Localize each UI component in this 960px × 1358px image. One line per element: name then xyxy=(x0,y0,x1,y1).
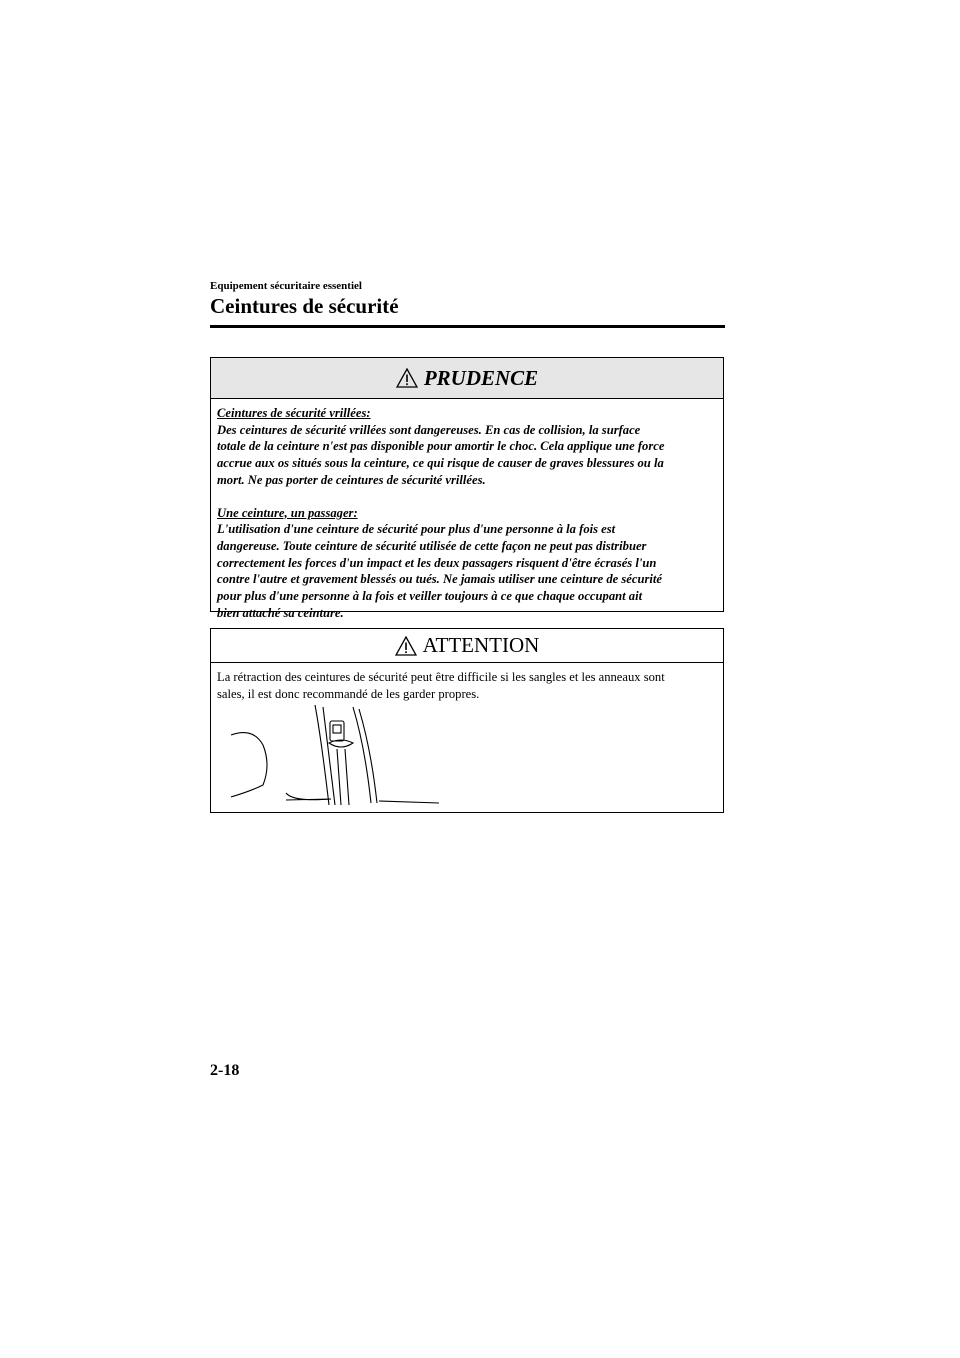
seat-belt-illustration xyxy=(231,697,451,807)
prudence-line: pour plus d'une personne à la fois et veiller toujours à ce que chaque occupant ait xyxy=(217,589,643,604)
prudence-header xyxy=(211,358,723,399)
warning-triangle-icon xyxy=(395,636,417,656)
attention-label: ATTENTION xyxy=(422,633,540,657)
warning-triangle-icon xyxy=(396,368,418,388)
attention-line: sales, il est donc recommandé de les garder propres. xyxy=(217,686,480,701)
prudence-line: totale de la ceinture n'est pas disponible pour amortir le choc. Cela applique une force xyxy=(217,439,665,454)
attention-line: La rétraction des ceintures de sécurité peut être difficile si les sangles et les anneaux sont xyxy=(217,670,665,684)
prudence-line: Des ceintures de sécurité vrillées sont dangereuses. En cas de collision, la surface xyxy=(217,422,641,437)
page-title: Ceintures de sécurité xyxy=(210,294,399,318)
prudence-subtitle-one-passenger: Une ceinture, un passager: xyxy=(217,505,358,520)
paragraph-spacer xyxy=(217,489,717,505)
prudence-label: PRUDENCE xyxy=(423,365,539,390)
title-rule xyxy=(210,325,725,328)
attention-box xyxy=(210,628,724,813)
section-label: Equipement sécuritaire essentiel xyxy=(210,280,362,292)
prudence-body xyxy=(211,399,723,629)
prudence-line: correctement les forces d'un impact et les deux passagers risquent d'être écrasés l'un xyxy=(217,555,657,570)
prudence-line: mort. Ne pas porter de ceintures de sécurité vrillées. xyxy=(217,472,486,487)
prudence-line: bien attaché sa ceinture. xyxy=(217,605,344,620)
page-number: 2-18 xyxy=(210,1062,240,1079)
prudence-box xyxy=(210,357,724,620)
prudence-line: dangereuse. Toute ceinture de sécurité utilisée de cette façon ne peut pas distribuer xyxy=(217,538,647,553)
attention-header xyxy=(211,629,723,663)
prudence-line: contre l'autre et gravement blessés ou tués. Ne jamais utiliser une ceinture de sécurité xyxy=(217,572,662,587)
prudence-subtitle-twisted: Ceintures de sécurité vrillées: xyxy=(217,406,371,420)
prudence-line: L'utilisation d'une ceinture de sécurité pour plus d'une personne à la fois est xyxy=(217,522,616,537)
prudence-line: accrue aux os situés sous la ceinture, ce qui risque de causer de graves blessures ou la xyxy=(217,456,664,471)
